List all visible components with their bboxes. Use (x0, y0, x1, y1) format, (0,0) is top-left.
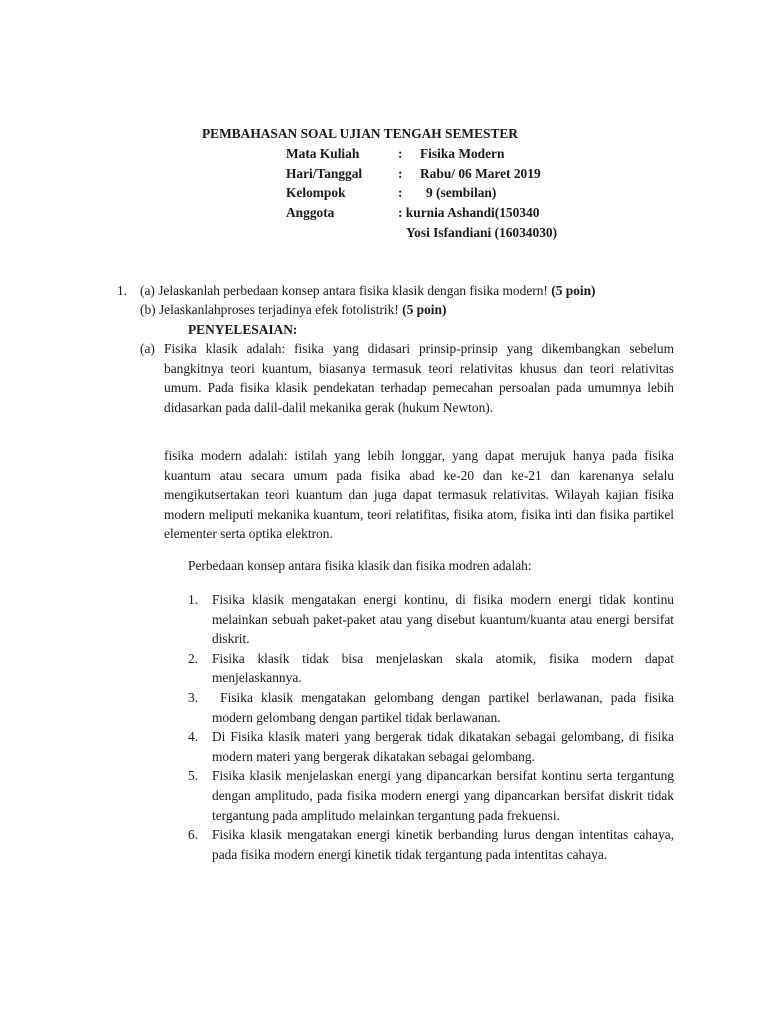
list-item (188, 688, 674, 727)
list-item-text: Fisika klasik mengatakan gelombang dengan partikel berlawanan, pada fisika modern gelombang dengan partikel tidak berlawanan. (212, 689, 674, 725)
question-part-b-text: (b) Jelaskanlahproses terjadinya efek fotolistrik! (140, 302, 399, 317)
question-number: 1. (117, 283, 128, 298)
field-colon: : (398, 185, 403, 200)
field-colon: : (398, 146, 403, 161)
field-colon: : (398, 166, 403, 181)
question-part-b-points: (5 poin) (402, 302, 447, 317)
list-item (188, 825, 674, 864)
list-item (188, 766, 674, 825)
question-part-a-text: (a) Jelaskanlah perbedaan konsep antara fisika klasik dengan fisika modern! (140, 283, 548, 298)
list-item-number: 1. (188, 592, 199, 607)
field-label: Anggota (286, 205, 335, 220)
field-label: Kelompok (286, 185, 346, 200)
paragraph-classical-physics: Fisika klasik adalah: fisika yang didasari prinsip-prinsip yang dikembangkan sebelum bangkitnya teori kuantum, biasanya termasuk teori relativitas khusus dan teori relativitas umum. Pada fisika klasik pendekatan terhadap pemecahan persoalan pada umumnya lebih didasarkan pada dalil-dalil mekanika gerak (hukum Newton). (164, 341, 674, 415)
differences-intro: Perbedaan konsep antara fisika klasik dan fisika modren adalah: (188, 558, 532, 573)
field-value: : kurnia Ashandi(150340 (398, 205, 540, 220)
question-part-a-points: (5 poin) (551, 283, 596, 298)
list-item-number: 3. (188, 689, 199, 705)
list-item-number: 4. (188, 729, 199, 745)
paragraph-modern-physics: fisika modern adalah: istilah yang lebih longgar, yang dapat merujuk hanya pada fisika kuantum atau secara umum pada fisika abad ke-20 dan ke-21 dan karenanya selalu mengikutsertakan teori kuantum dan juga dapat termasuk relativitas. Wilayah kajian fisika modern meliputi mekanika kuantum, teori relatifitas, fisika atom, fisika inti dan fisika partikel elementer serta optika elektron. (164, 448, 674, 542)
field-label: Hari/Tanggal (286, 166, 363, 181)
solution-a-marker: (a) (140, 341, 155, 356)
field-value: 9 (sembilan) (426, 185, 497, 200)
list-item-text: Fisika klasik tidak bisa menjelaskan skala atomik, fisika modern dapat menjelaskannya. (212, 650, 674, 686)
solution-heading: PENYELESAIAN: (188, 322, 298, 337)
question-part-b (140, 300, 446, 320)
list-item-number: 6. (188, 827, 199, 843)
list-item-number: 2. (188, 650, 199, 666)
question-part-a (140, 281, 596, 301)
field-value: Rabu/ 06 Maret 2019 (420, 166, 541, 181)
differences-list (188, 590, 674, 864)
document-title: PEMBAHASAN SOAL UJIAN TENGAH SEMESTER (202, 126, 518, 141)
field-value: Fisika Modern (420, 146, 505, 161)
list-item-text: Fisika klasik mengatakan energi kinetik berbanding lurus dengan intentitas cahaya, pada fisika modern energi kinetik tidak tergantung pada intentitas cahaya. (212, 827, 674, 862)
field-label: Mata Kuliah (286, 146, 360, 161)
list-item-number: 5. (188, 768, 199, 784)
list-item-text: Di Fisika klasik materi yang bergerak tidak dikatakan sebagai gelombang, di fisika modern materi yang bergerak dikatakan sebagai gelombang. (212, 729, 674, 764)
list-item (188, 590, 674, 649)
list-item (188, 649, 674, 688)
list-item-text: Fisika klasik menjelaskan energi yang dipancarkan bersifat kontinu serta tergantung dengan amplitudo, pada fisika modern energi yang dipancarkan bersifat diskrit tidak tergantung pada amplitudo melainkan tergantung pada frekuensi. (212, 768, 674, 823)
list-item (188, 727, 674, 766)
list-item-text: Fisika klasik mengatakan energi kontinu, di fisika modern energi tidak kontinu melainkan sebuah paket-paket atau yang disebut kuantum/kuanta atau energi bersifat diskrit. (212, 592, 674, 647)
member-2: Yosi Isfandiani (16034030) (406, 225, 558, 240)
